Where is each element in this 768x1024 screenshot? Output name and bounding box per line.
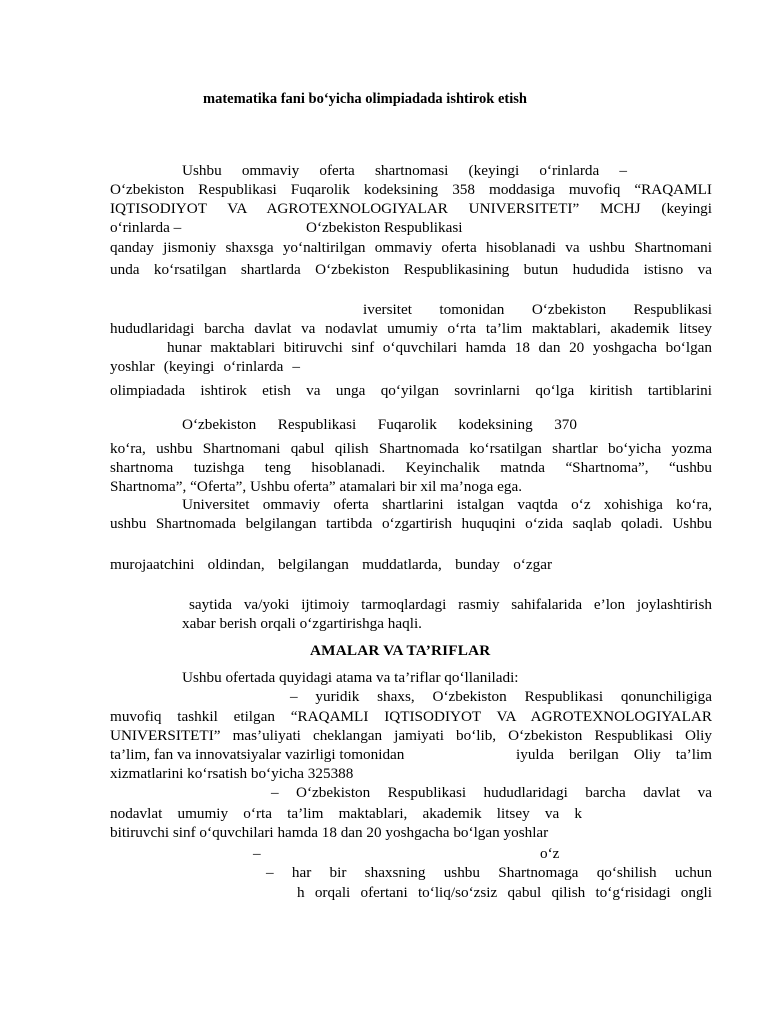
preamble-line: hududlaridagi barcha davlat va nodavlat umumiy o‘rta ta’lim maktablari, akademik litsey — [110, 320, 712, 337]
preamble-line: O‘zbekiston Respublikasi — [306, 219, 463, 236]
definitions-line: bitiruvchi sinf o‘quvchilari hamda 18 dan 20 yoshgacha bo‘lgan yoshlar — [110, 824, 549, 841]
preamble-line: qanday jismoniy shaxsga yo‘naltirilgan ommaviy oferta hisoblanadi va ushbu Shartnomani — [110, 239, 712, 256]
preamble-line: saytida va/yoki ijtimoiy tarmoqlardagi rasmiy sahifalarida e’lon joylashtirish — [189, 596, 712, 613]
preamble-line: iversitet tomonidan O‘zbekiston Respublikasi — [363, 301, 712, 318]
definitions-line: – har bir shaxsning ushbu Shartnomaga qo‘shilish uchun — [266, 864, 712, 881]
preamble-line: O‘zbekiston Respublikasi Fuqarolik kodeksining 358 moddasiga muvofiq “RAQAMLI — [110, 181, 712, 198]
definitions-line: – O‘zbekiston Respublikasi hududlaridagi barcha davlat va — [271, 784, 712, 801]
document-title: matematika fani bo‘yicha olimpiadada ishtirok etish — [203, 91, 527, 107]
definitions-line: muvofiq tashkil etilgan “RAQAMLI IQTISODIYOT VA AGROTEXNOLOGIYALAR — [110, 708, 712, 725]
preamble-line: ushbu Shartnomada belgilangan tartibda o‘zgartirish huquqini o‘zida saqlab qoladi. Ushbu — [110, 515, 712, 532]
definitions-line: Ushbu ofertada quyidagi atama va ta’riflar qo‘llaniladi: — [182, 669, 519, 686]
definitions-line: o‘z — [540, 845, 560, 862]
definitions-line: iyulda berilgan Oliy ta’lim — [516, 746, 712, 763]
preamble-line: Universitet ommaviy oferta shartlarini istalgan vaqtda o‘z xohishiga ko‘ra, — [182, 496, 712, 513]
definitions-line: ta’lim, fan va innovatsiyalar vazirligi tomonidan — [110, 746, 405, 763]
definitions-line: nodavlat umumiy o‘rta ta’lim maktablari, akademik litsey va k — [110, 805, 582, 822]
preamble-line: Shartnoma”, “Oferta”, Ushbu oferta” atamalari bir xil ma’noga ega. — [110, 478, 522, 495]
preamble-line: shartnoma tuzishga teng hisoblanadi. Keyinchalik matnda “Shartnoma”, “ushbu — [110, 459, 712, 476]
preamble-line: unda ko‘rsatilgan shartlarda O‘zbekiston Respublikasining butun hududida istisno va — [110, 261, 712, 278]
preamble-line: ko‘ra, ushbu Shartnomani qabul qilish Shartnomada ko‘rsatilgan shartlar bo‘yicha yozma — [110, 440, 712, 457]
preamble-line: murojaatchini oldindan, belgilangan muddatlarda, bunday o‘zgar — [110, 556, 552, 573]
preamble-line: IQTISODIYOT VA AGROTEXNOLOGIYALAR UNIVERSITETI” MCHJ (keyingi — [110, 200, 712, 217]
preamble-line: Ushbu ommaviy oferta shartnomasi (keyingi o‘rinlarda – — [182, 162, 627, 179]
section-heading: AMALAR VA TA’RIFLAR — [310, 642, 491, 659]
preamble-line: xabar berish orqali o‘zgartirishga haqli. — [182, 615, 422, 632]
preamble-line: o‘rinlarda – — [110, 219, 182, 236]
definitions-line: h orqali ofertani to‘liq/so‘zsiz qabul qilish to‘g‘risidagi ongli — [297, 884, 712, 901]
definitions-line: UNIVERSITETI” mas’uliyati cheklangan jamiyati bo‘lib, O‘zbekiston Respublikasi Oliy — [110, 727, 712, 744]
preamble-line: hunar maktablari bitiruvchi sinf o‘quvchilari hamda 18 dan 20 yoshgacha bo‘lgan — [167, 339, 712, 356]
definitions-line: – yuridik shaxs, O‘zbekiston Respublikasi qonunchiligiga — [290, 688, 712, 705]
preamble-line: yoshlar (keyingi o‘rinlarda – — [110, 358, 300, 375]
preamble-line: O‘zbekiston Respublikasi Fuqarolik kodeksining 370 — [182, 416, 577, 433]
definitions-line: xizmatlarini ko‘rsatish bo‘yicha 325388 — [110, 765, 354, 782]
definitions-line: – — [253, 845, 261, 862]
preamble-line: olimpiadada ishtirok etish va unga qo‘yilgan sovrinlarni qo‘lga kiritish tartiblarini — [110, 382, 712, 399]
